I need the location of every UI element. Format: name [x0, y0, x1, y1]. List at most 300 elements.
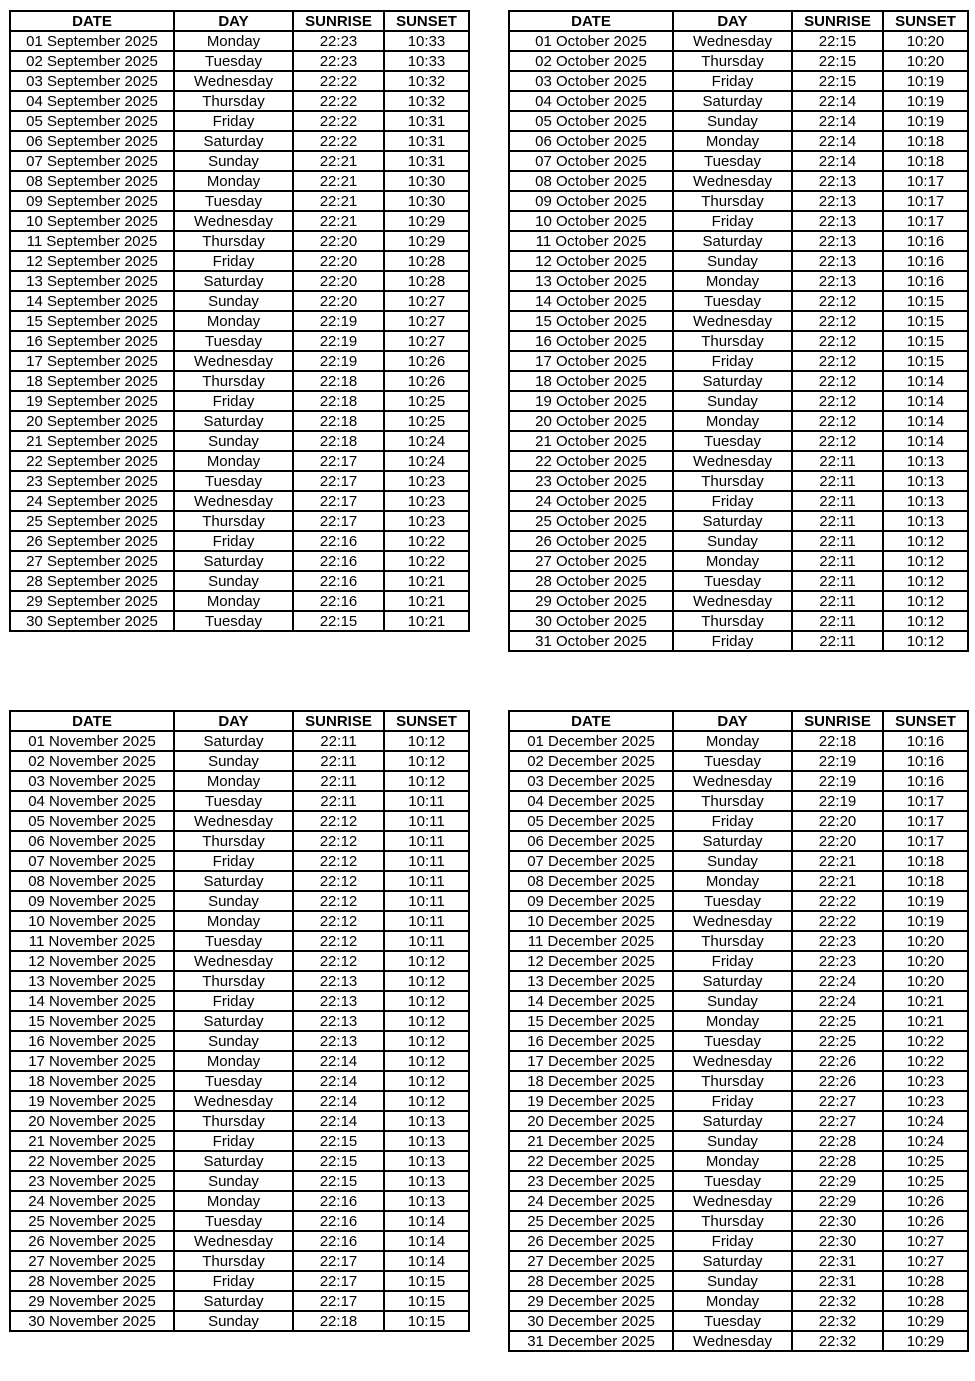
sunrise-cell: 22:23 — [792, 931, 883, 951]
table-row — [10, 1231, 469, 1251]
date-cell: 20 September 2025 — [10, 411, 174, 431]
sunset-cell: 10:16 — [883, 731, 968, 751]
sunrise-cell: 22:20 — [792, 811, 883, 831]
sunset-cell: 10:12 — [883, 571, 968, 591]
table-row — [509, 851, 968, 871]
date-cell: 18 October 2025 — [509, 371, 673, 391]
sunrise-cell: 22:13 — [792, 171, 883, 191]
sunrise-cell: 22:32 — [792, 1291, 883, 1311]
date-cell: 21 September 2025 — [10, 431, 174, 451]
day-cell: Tuesday — [673, 1171, 792, 1191]
table-row — [509, 351, 968, 371]
day-cell: Saturday — [174, 131, 293, 151]
date-cell: 11 September 2025 — [10, 231, 174, 251]
day-cell: Sunday — [673, 1131, 792, 1151]
date-cell: 25 November 2025 — [10, 1211, 174, 1231]
day-cell: Monday — [174, 1051, 293, 1071]
sunrise-cell: 22:24 — [792, 971, 883, 991]
sunset-cell: 10:12 — [384, 991, 469, 1011]
table-row — [10, 131, 469, 151]
sunrise-cell: 22:22 — [293, 131, 384, 151]
date-cell: 03 December 2025 — [509, 771, 673, 791]
day-cell: Wednesday — [673, 1051, 792, 1071]
table-row — [509, 31, 968, 51]
sunrise-cell: 22:23 — [792, 951, 883, 971]
table-row — [509, 1031, 968, 1051]
sunset-cell: 10:12 — [384, 771, 469, 791]
day-cell: Friday — [174, 991, 293, 1011]
sunrise-cell: 22:12 — [792, 411, 883, 431]
day-cell: Wednesday — [174, 351, 293, 371]
date-cell: 09 December 2025 — [509, 891, 673, 911]
sunset-cell: 10:18 — [883, 131, 968, 151]
date-cell: 26 November 2025 — [10, 1231, 174, 1251]
date-cell: 14 November 2025 — [10, 991, 174, 1011]
sunset-cell: 10:14 — [883, 371, 968, 391]
sunset-cell: 10:13 — [384, 1191, 469, 1211]
day-cell: Sunday — [673, 851, 792, 871]
day-cell: Monday — [174, 591, 293, 611]
table-row — [10, 511, 469, 531]
sunset-cell: 10:16 — [883, 771, 968, 791]
date-cell: 08 October 2025 — [509, 171, 673, 191]
day-cell: Tuesday — [673, 431, 792, 451]
day-cell: Wednesday — [673, 1331, 792, 1351]
day-cell: Sunday — [673, 111, 792, 131]
sunset-cell: 10:22 — [384, 531, 469, 551]
sunset-cell: 10:29 — [883, 1311, 968, 1331]
sunrise-cell: 22:14 — [792, 91, 883, 111]
table-row — [10, 71, 469, 91]
sunrise-cell: 22:18 — [792, 731, 883, 751]
table-row — [509, 451, 968, 471]
date-cell: 19 October 2025 — [509, 391, 673, 411]
sunrise-cell: 22:20 — [293, 271, 384, 291]
header-row — [10, 711, 469, 731]
sunset-cell: 10:12 — [384, 1031, 469, 1051]
table-row — [509, 1191, 968, 1211]
sunset-cell: 10:15 — [883, 331, 968, 351]
sunset-cell: 10:27 — [883, 1251, 968, 1271]
sunset-cell: 10:24 — [384, 431, 469, 451]
sunset-cell: 10:19 — [883, 91, 968, 111]
date-cell: 20 November 2025 — [10, 1111, 174, 1131]
sunrise-cell: 22:31 — [792, 1271, 883, 1291]
sunrise-cell: 22:26 — [792, 1071, 883, 1091]
sunset-cell: 10:11 — [384, 891, 469, 911]
day-cell: Thursday — [673, 791, 792, 811]
day-cell: Monday — [174, 31, 293, 51]
sunset-cell: 10:20 — [883, 51, 968, 71]
sunrise-cell: 22:18 — [293, 1311, 384, 1331]
sunset-cell: 10:25 — [883, 1151, 968, 1171]
day-cell: Wednesday — [673, 171, 792, 191]
table-row — [509, 131, 968, 151]
sunrise-cell: 22:14 — [293, 1071, 384, 1091]
table-row — [10, 271, 469, 291]
day-cell: Friday — [174, 531, 293, 551]
sunrise-cell: 22:14 — [293, 1091, 384, 1111]
sunrise-cell: 22:12 — [792, 311, 883, 331]
table-row — [10, 211, 469, 231]
sunrise-cell: 22:13 — [293, 991, 384, 1011]
day-cell: Saturday — [673, 91, 792, 111]
day-cell: Friday — [174, 851, 293, 871]
november-table — [9, 710, 470, 1332]
day-cell: Tuesday — [174, 931, 293, 951]
sunrise-cell: 22:14 — [792, 151, 883, 171]
table-row — [509, 811, 968, 831]
table-row — [509, 331, 968, 351]
date-cell: 09 November 2025 — [10, 891, 174, 911]
sunrise-cell: 22:13 — [792, 271, 883, 291]
day-cell: Saturday — [174, 1291, 293, 1311]
table-row — [509, 491, 968, 511]
day-cell: Saturday — [174, 551, 293, 571]
sunrise-cell: 22:17 — [293, 491, 384, 511]
sunrise-cell: 22:12 — [792, 371, 883, 391]
date-cell: 10 December 2025 — [509, 911, 673, 931]
sunrise-cell: 22:22 — [293, 91, 384, 111]
day-header: DAY — [174, 711, 293, 731]
sunset-cell: 10:12 — [384, 731, 469, 751]
table-row — [509, 171, 968, 191]
day-cell: Sunday — [174, 571, 293, 591]
sunrise-cell: 22:12 — [293, 891, 384, 911]
header-row — [509, 711, 968, 731]
sunset-cell: 10:18 — [883, 871, 968, 891]
date-cell: 26 December 2025 — [509, 1231, 673, 1251]
table-row — [509, 831, 968, 851]
date-cell: 21 December 2025 — [509, 1131, 673, 1151]
table-row — [10, 551, 469, 571]
date-cell: 11 October 2025 — [509, 231, 673, 251]
sunset-cell: 10:23 — [384, 511, 469, 531]
sunrise-cell: 22:11 — [792, 551, 883, 571]
day-cell: Thursday — [673, 1211, 792, 1231]
sunrise-cell: 22:30 — [792, 1231, 883, 1251]
date-cell: 30 October 2025 — [509, 611, 673, 631]
sunrise-cell: 22:19 — [792, 771, 883, 791]
day-cell: Thursday — [673, 51, 792, 71]
date-cell: 20 October 2025 — [509, 411, 673, 431]
sunset-cell: 10:31 — [384, 151, 469, 171]
day-cell: Monday — [673, 731, 792, 751]
day-cell: Sunday — [174, 751, 293, 771]
sunset-cell: 10:21 — [384, 571, 469, 591]
sunrise-cell: 22:15 — [792, 51, 883, 71]
table-row — [10, 151, 469, 171]
sunrise-cell: 22:21 — [293, 171, 384, 191]
table-row — [509, 191, 968, 211]
day-cell: Tuesday — [174, 191, 293, 211]
sunrise-cell: 22:23 — [293, 51, 384, 71]
sunset-cell: 10:12 — [384, 1051, 469, 1071]
day-cell: Thursday — [673, 191, 792, 211]
sunset-cell: 10:28 — [384, 271, 469, 291]
day-cell: Thursday — [174, 971, 293, 991]
date-cell: 14 October 2025 — [509, 291, 673, 311]
day-cell: Friday — [174, 1271, 293, 1291]
table-row — [10, 111, 469, 131]
sunrise-cell: 22:16 — [293, 1191, 384, 1211]
date-cell: 30 December 2025 — [509, 1311, 673, 1331]
day-cell: Wednesday — [673, 591, 792, 611]
date-cell: 07 September 2025 — [10, 151, 174, 171]
sunset-cell: 10:15 — [883, 311, 968, 331]
date-cell: 07 October 2025 — [509, 151, 673, 171]
sunrise-cell: 22:13 — [792, 251, 883, 271]
day-cell: Sunday — [673, 531, 792, 551]
sunrise-cell: 22:13 — [293, 1011, 384, 1031]
date-cell: 22 November 2025 — [10, 1151, 174, 1171]
day-cell: Saturday — [673, 1111, 792, 1131]
day-cell: Wednesday — [673, 771, 792, 791]
header-row — [509, 11, 968, 31]
sunset-cell: 10:28 — [883, 1271, 968, 1291]
day-cell: Thursday — [174, 231, 293, 251]
sunset-header: SUNSET — [384, 711, 469, 731]
sunrise-cell: 22:12 — [293, 931, 384, 951]
sunrise-cell: 22:12 — [293, 951, 384, 971]
sunrise-cell: 22:15 — [293, 1151, 384, 1171]
sunrise-cell: 22:21 — [293, 191, 384, 211]
sunset-cell: 10:29 — [384, 231, 469, 251]
sunset-cell: 10:19 — [883, 891, 968, 911]
date-cell: 04 September 2025 — [10, 91, 174, 111]
date-cell: 07 November 2025 — [10, 851, 174, 871]
day-cell: Tuesday — [673, 1311, 792, 1331]
date-cell: 08 November 2025 — [10, 871, 174, 891]
date-cell: 13 December 2025 — [509, 971, 673, 991]
date-cell: 29 December 2025 — [509, 1291, 673, 1311]
sunrise-cell: 22:20 — [293, 251, 384, 271]
sunrise-header: SUNRISE — [293, 11, 384, 31]
day-cell: Friday — [673, 1091, 792, 1111]
table-row — [509, 1311, 968, 1331]
date-cell: 15 December 2025 — [509, 1011, 673, 1031]
date-cell: 18 December 2025 — [509, 1071, 673, 1091]
table-row — [10, 171, 469, 191]
date-cell: 12 November 2025 — [10, 951, 174, 971]
table-row — [10, 411, 469, 431]
date-cell: 28 November 2025 — [10, 1271, 174, 1291]
table-row — [10, 371, 469, 391]
table-row — [10, 31, 469, 51]
date-cell: 02 October 2025 — [509, 51, 673, 71]
date-cell: 28 September 2025 — [10, 571, 174, 591]
sunrise-cell: 22:12 — [792, 331, 883, 351]
sunset-cell: 10:16 — [883, 251, 968, 271]
table-row — [509, 391, 968, 411]
day-cell: Sunday — [174, 1031, 293, 1051]
sunset-cell: 10:27 — [883, 1231, 968, 1251]
sunrise-cell: 22:12 — [792, 391, 883, 411]
sunset-cell: 10:12 — [883, 631, 968, 651]
sunrise-cell: 22:12 — [792, 291, 883, 311]
sunset-header: SUNSET — [384, 11, 469, 31]
table-row — [10, 951, 469, 971]
sunset-cell: 10:11 — [384, 911, 469, 931]
date-cell: 17 October 2025 — [509, 351, 673, 371]
date-cell: 01 October 2025 — [509, 31, 673, 51]
table-row — [10, 1051, 469, 1071]
day-cell: Monday — [174, 171, 293, 191]
day-cell: Wednesday — [673, 911, 792, 931]
sunrise-cell: 22:16 — [293, 531, 384, 551]
sunrise-cell: 22:11 — [293, 771, 384, 791]
date-cell: 06 September 2025 — [10, 131, 174, 151]
table-row — [10, 331, 469, 351]
day-cell: Friday — [174, 111, 293, 131]
day-cell: Wednesday — [673, 451, 792, 471]
date-cell: 05 September 2025 — [10, 111, 174, 131]
sunrise-cell: 22:19 — [792, 791, 883, 811]
sunset-cell: 10:20 — [883, 951, 968, 971]
sunset-cell: 10:31 — [384, 131, 469, 151]
table-row — [509, 1231, 968, 1251]
table-row — [509, 531, 968, 551]
sunrise-cell: 22:13 — [792, 191, 883, 211]
table-row — [10, 851, 469, 871]
date-cell: 24 October 2025 — [509, 491, 673, 511]
table-row — [10, 1211, 469, 1231]
day-cell: Tuesday — [174, 791, 293, 811]
sunrise-cell: 22:12 — [293, 871, 384, 891]
table-row — [509, 211, 968, 231]
table-row — [10, 1271, 469, 1291]
sunrise-cell: 22:17 — [293, 1251, 384, 1271]
sunset-cell: 10:17 — [883, 171, 968, 191]
date-cell: 07 December 2025 — [509, 851, 673, 871]
day-header: DAY — [673, 11, 792, 31]
sunrise-cell: 22:18 — [293, 411, 384, 431]
sunset-cell: 10:16 — [883, 751, 968, 771]
day-cell: Saturday — [673, 1251, 792, 1271]
sunrise-cell: 22:16 — [293, 551, 384, 571]
date-cell: 19 November 2025 — [10, 1091, 174, 1111]
date-cell: 13 November 2025 — [10, 971, 174, 991]
table-row — [10, 1111, 469, 1131]
sunset-cell: 10:12 — [384, 951, 469, 971]
sunset-cell: 10:17 — [883, 811, 968, 831]
table-row — [10, 1291, 469, 1311]
table-row — [10, 1071, 469, 1091]
day-cell: Monday — [174, 1191, 293, 1211]
table-row — [10, 431, 469, 451]
day-cell: Saturday — [174, 1151, 293, 1171]
date-header: DATE — [509, 11, 673, 31]
date-cell: 30 September 2025 — [10, 611, 174, 631]
date-cell: 08 December 2025 — [509, 871, 673, 891]
table-row — [10, 351, 469, 371]
date-cell: 12 December 2025 — [509, 951, 673, 971]
date-cell: 14 December 2025 — [509, 991, 673, 1011]
day-cell: Monday — [673, 1151, 792, 1171]
table-row — [10, 1091, 469, 1111]
date-cell: 18 September 2025 — [10, 371, 174, 391]
table-row — [509, 371, 968, 391]
day-cell: Wednesday — [174, 951, 293, 971]
sunrise-cell: 22:19 — [792, 751, 883, 771]
sunset-cell: 10:11 — [384, 811, 469, 831]
sunrise-cell: 22:17 — [293, 511, 384, 531]
sunset-header: SUNSET — [883, 711, 968, 731]
table-row — [10, 531, 469, 551]
table-row — [509, 511, 968, 531]
sunrise-cell: 22:14 — [792, 111, 883, 131]
sunset-cell: 10:13 — [883, 491, 968, 511]
day-cell: Saturday — [673, 231, 792, 251]
sunset-cell: 10:30 — [384, 171, 469, 191]
date-cell: 09 September 2025 — [10, 191, 174, 211]
day-cell: Wednesday — [174, 1231, 293, 1251]
sunset-cell: 10:27 — [384, 331, 469, 351]
date-cell: 16 November 2025 — [10, 1031, 174, 1051]
date-cell: 05 December 2025 — [509, 811, 673, 831]
day-cell: Monday — [174, 771, 293, 791]
sunset-header: SUNSET — [883, 11, 968, 31]
day-cell: Thursday — [174, 511, 293, 531]
date-cell: 01 November 2025 — [10, 731, 174, 751]
sunrise-cell: 22:19 — [293, 351, 384, 371]
sunset-cell: 10:26 — [384, 351, 469, 371]
sunset-cell: 10:18 — [883, 851, 968, 871]
sunset-cell: 10:14 — [883, 431, 968, 451]
sunrise-cell: 22:11 — [792, 451, 883, 471]
date-cell: 09 October 2025 — [509, 191, 673, 211]
sunset-cell: 10:15 — [883, 351, 968, 371]
date-cell: 15 September 2025 — [10, 311, 174, 331]
sunset-cell: 10:11 — [384, 851, 469, 871]
table-row — [509, 791, 968, 811]
sunset-cell: 10:28 — [384, 251, 469, 271]
date-cell: 16 October 2025 — [509, 331, 673, 351]
sunset-cell: 10:12 — [883, 591, 968, 611]
date-cell: 28 October 2025 — [509, 571, 673, 591]
table-row — [10, 971, 469, 991]
day-cell: Wednesday — [174, 1091, 293, 1111]
table-row — [509, 431, 968, 451]
sunrise-cell: 22:27 — [792, 1111, 883, 1131]
table-row — [509, 1151, 968, 1171]
date-cell: 13 September 2025 — [10, 271, 174, 291]
sunrise-cell: 22:12 — [792, 431, 883, 451]
sunrise-cell: 22:12 — [293, 911, 384, 931]
sunrise-cell: 22:29 — [792, 1191, 883, 1211]
sunset-cell: 10:16 — [883, 231, 968, 251]
sunset-cell: 10:19 — [883, 911, 968, 931]
sunrise-cell: 22:16 — [293, 591, 384, 611]
sunrise-cell: 22:12 — [293, 851, 384, 871]
sunset-cell: 10:12 — [883, 611, 968, 631]
date-cell: 06 November 2025 — [10, 831, 174, 851]
sunset-cell: 10:32 — [384, 71, 469, 91]
day-cell: Monday — [673, 551, 792, 571]
sunset-cell: 10:33 — [384, 51, 469, 71]
date-cell: 10 September 2025 — [10, 211, 174, 231]
date-cell: 25 September 2025 — [10, 511, 174, 531]
sunset-cell: 10:17 — [883, 831, 968, 851]
sunrise-cell: 22:18 — [293, 371, 384, 391]
day-cell: Tuesday — [673, 291, 792, 311]
table-row — [509, 251, 968, 271]
date-cell: 27 November 2025 — [10, 1251, 174, 1271]
sunset-cell: 10:15 — [384, 1291, 469, 1311]
table-row — [509, 771, 968, 791]
date-cell: 23 September 2025 — [10, 471, 174, 491]
day-cell: Thursday — [174, 831, 293, 851]
